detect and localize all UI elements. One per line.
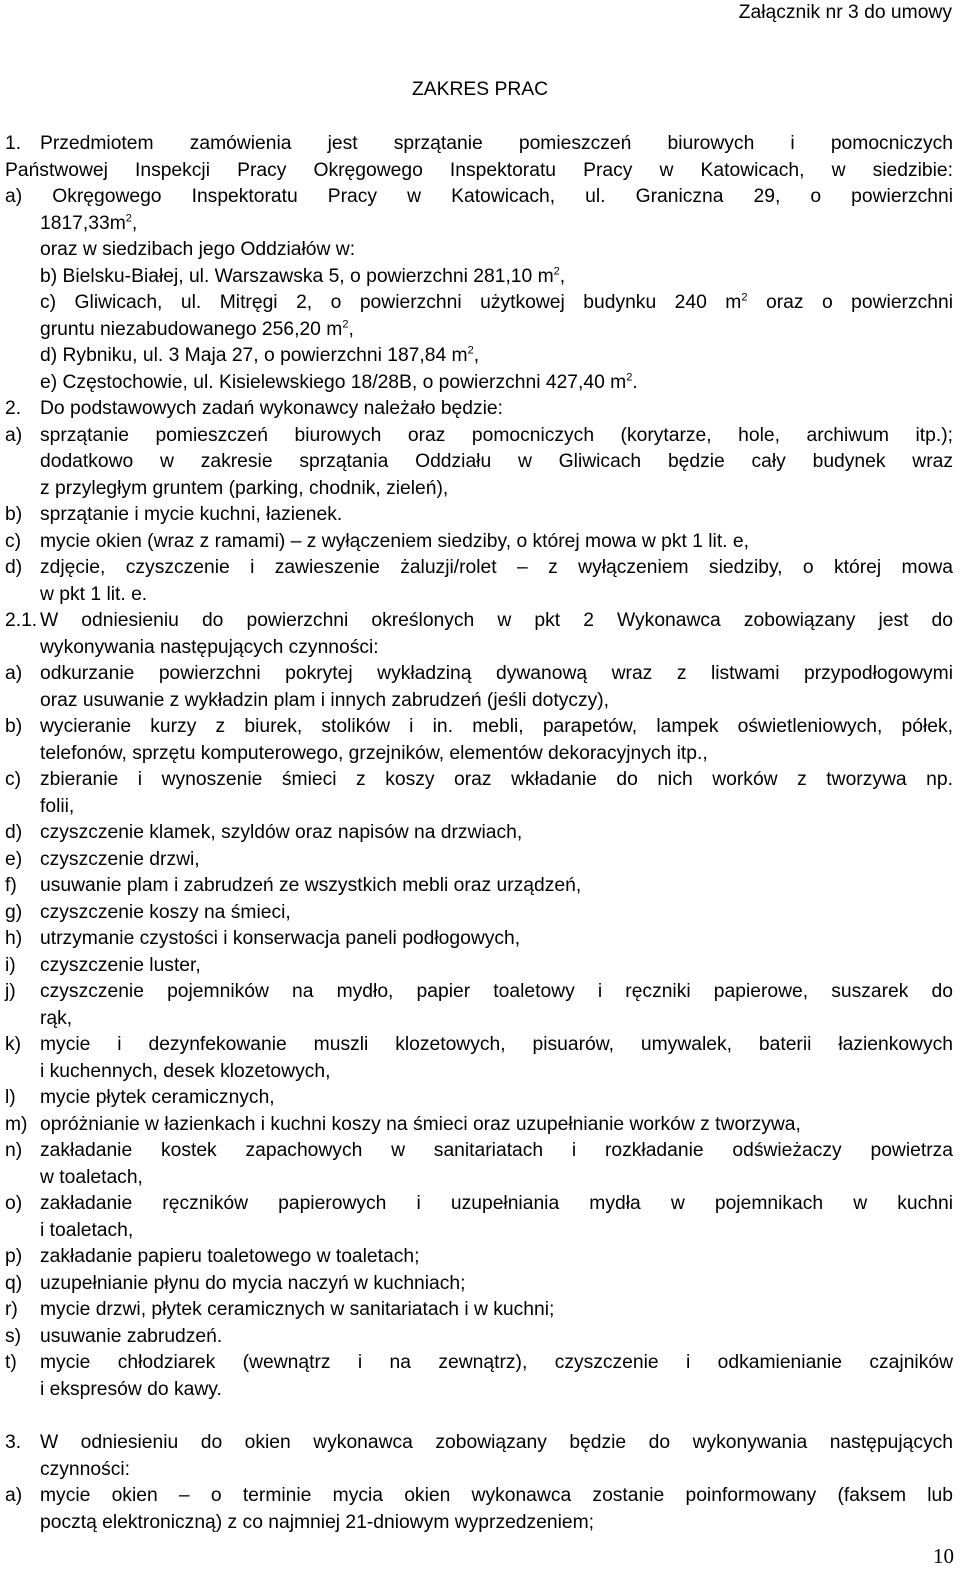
paragraph-line: a) Okręgowego Inspektoratu Pracy w Katowicach, ul. Graniczna 29, o powierzchni [5,186,953,207]
list-item-line [5,926,953,953]
list-item-line [5,1510,953,1537]
paragraph-line [40,343,953,370]
list-item-label: d) [5,822,23,843]
list-item-line [5,1059,953,1086]
list-item-line [5,502,953,529]
superscript: 2 [125,212,132,225]
paragraph-line: W odniesieniu do okien wykonawca zobowiązany będzie do wykonywania następujących [40,1432,953,1453]
list-item-text: opróżnianie w łazienkach i kuchni koszy na śmieci oraz uzupełnianie worków z tworzywa, [40,1113,801,1135]
list-item-text: i ekspresów do kawy. [40,1378,222,1400]
list-item-text: mycie płytek ceramicznych, [40,1087,275,1108]
list-item-text: zakładanie papieru toaletowego w toaletach; [40,1246,420,1267]
list-item-text: zdjęcie, czyszczenie i zawieszenie żaluzji/rolet – z wyłączeniem siedziby, o której mowa [40,557,953,578]
list-item-text: w pkt 1 lit. e. [40,583,148,605]
list-item-label: t) [5,1352,17,1373]
list-item-line [5,661,953,688]
list-item-line [5,1377,953,1404]
location-line-end: oraz o powierzchni [747,292,953,313]
list-item-text: czyszczenie pojemników na mydło, papier toaletowy i ręczniki papierowe, suszarek do [40,981,953,1002]
list-item-line [5,794,953,821]
list-item-line [5,1244,953,1271]
section-2 [5,396,953,608]
superscript: 2 [467,344,474,357]
punct: , [348,318,354,340]
list-item-label: s) [5,1325,22,1347]
list-item-text: i kuchennych, desek klozetowych, [40,1060,331,1082]
list-item-line [5,1165,953,1192]
list-item-line [5,1112,953,1139]
list-item-text: i toaletach, [40,1219,134,1241]
list-item-text: w toaletach, [40,1166,143,1188]
list-item-line [5,1085,953,1112]
list-item-text: czyszczenie luster, [40,954,201,976]
list-item-line [5,555,953,582]
superscript: 2 [342,318,349,331]
punct: , [131,212,138,234]
section-1 [5,131,953,396]
list-item-text: czyszczenie koszy na śmieci, [40,901,291,923]
list-item-label: m) [5,1113,28,1135]
task-list [5,661,953,1403]
list-item-label: a) [5,1485,23,1506]
punct: . [632,371,638,393]
list-item-text: mycie chłodziarek (wewnątrz i na zewnątrz), czyszczenie i odkamienianie czajników [40,1352,953,1373]
list-item-text: mycie i dezynfekowanie muszli klozetowych, pisuarów, umywalek, baterii łazienkowych [40,1034,953,1055]
list-item-label: q) [5,1272,23,1294]
paragraph-line [40,317,953,344]
list-item-label: f) [5,875,17,896]
list-item-line [5,1271,953,1298]
paragraph-line: wykonywania następujących czynności: [40,636,379,658]
list-item-text: folii, [40,795,75,817]
location-line: e) Częstochowie, ul. Kisielewskiego 18/28B, o powierzchni 427,40 m [40,371,627,393]
list-item-text: mycie okien – o terminie mycia okien wykonawca zostanie poinformowany (faksem lub [40,1485,953,1506]
section-intro: Do podstawowych zadań wykonawcy należało będzie: [40,398,504,419]
list-item-line [5,1350,953,1377]
location-line: d) Rybniku, ul. 3 Maja 27, o powierzchni 187,84 m [40,345,468,366]
punct: , [559,265,566,287]
section-2-1 [5,608,953,1403]
list-item-text: zbieranie i wynoszenie śmieci z koszy oraz wkładanie do nich worków z tworzywa np. [40,769,953,790]
paragraph-line: W odniesieniu do powierzchni określonych w pkt 2 Wykonawca zobowiązany jest do [40,610,953,631]
location-line: b) Bielsku-Białej, ul. Warszawska 5, o powierzchni 281,10 m [40,265,554,287]
paragraph-line [40,370,953,397]
superscript: 2 [741,291,748,304]
task-list [5,1483,953,1536]
list-item-label: d) [5,557,23,578]
area-value: 1817,33m [40,212,126,234]
list-item-label: e) [5,848,23,870]
list-item-text: zakładanie kostek zapachowych w sanitariatach i rozkładanie odświeżaczy powietrza [40,1140,953,1161]
list-item-text: dodatkowo w zakresie sprzątania Oddziału w Gliwicach będzie cały budynek wraz [40,451,953,472]
list-item-line [5,873,953,900]
section-number: 2.1. [5,610,38,631]
list-item-line [5,1006,953,1033]
list-item-text: wycieranie kurzy z biurek, stolików i in. mebli, parapetów, lampek oświetleniowych, półek, [40,716,953,737]
list-item-label: b) [5,504,23,525]
list-item-text: odkurzanie powierzchni pokrytej wykładziną dywanową wraz z listwami przypodłogowymi [40,663,953,684]
list-item-line [5,688,953,715]
list-item-label: c) [5,769,22,790]
list-item-label: i) [5,954,16,976]
list-item-line [5,714,953,741]
list-item-line [5,1483,953,1510]
list-item-label: n) [5,1140,23,1161]
section-number: 3. [5,1432,22,1453]
list-item-line [5,476,953,503]
list-item-line [5,953,953,980]
list-item-line [5,741,953,768]
list-item-label: a) [5,663,23,684]
list-item-text: sprzątanie pomieszczeń biurowych oraz pomocniczych (korytarze, hole, archiwum itp.); [40,424,953,446]
list-item-text: sprzątanie i mycie kuchni, łazienek. [40,504,343,525]
list-item-label: b) [5,716,23,737]
list-item-line [5,1191,953,1218]
list-item-text: uzupełnianie płynu do mycia naczyń w kuchniach; [40,1272,466,1294]
superscript: 2 [626,371,633,384]
list-item-line [5,582,953,609]
list-item-text: mycie drzwi, płytek ceramicznych w sanitariatach i w kuchni; [40,1299,555,1320]
list-item-label: p) [5,1246,23,1267]
list-item-label: j) [5,981,16,1002]
list-item-label: h) [5,928,23,949]
list-item-label: k) [5,1034,22,1055]
paragraph-line [40,290,953,317]
section-number: 1. [5,133,22,154]
location-line: c) Gliwicach, ul. Mitręgi 2, o powierzchni użytkowej budynku 240 m [40,292,742,313]
list-item-line [5,423,953,450]
list-item-text: rąk, [40,1007,73,1029]
list-item-text: usuwanie zabrudzeń. [40,1325,223,1347]
list-item-label: a) [5,424,23,446]
list-item-label: r) [5,1299,18,1320]
list-item-label: c) [5,530,22,552]
list-item-text: zakładanie ręczników papierowych i uzupełniania mydła w pojemnikach w kuchni [40,1193,953,1214]
list-item-text: mycie okien (wraz z ramami) – z wyłączeniem siedziby, o której mowa w pkt 1 lit. e, [40,530,749,552]
attachment-header: Załącznik nr 3 do umowy [738,2,952,23]
paragraph-line: oraz w siedzibach jego Oddziałów w: [40,239,356,260]
paragraph-line: Przedmiotem zamówienia jest sprzątanie pomieszczeń biurowych i pomocniczych [40,133,953,154]
list-item-line [5,979,953,1006]
paragraph-line: czynności: [40,1458,131,1480]
section-number: 2. [5,398,22,419]
location-line: gruntu niezabudowanego 256,20 m [40,318,343,340]
list-item-text: pocztą elektroniczną) z co najmniej 21-dniowym wyprzedzeniem; [40,1511,595,1533]
list-item-line [5,767,953,794]
list-item-line [5,820,953,847]
list-item-line [5,449,953,476]
list-item-label: g) [5,901,23,923]
list-item-label: l) [5,1087,16,1108]
list-item-text: utrzymanie czystości i konserwacja paneli podłogowych, [40,928,521,949]
section-3 [5,1430,953,1536]
list-item-line [5,847,953,874]
document-title: ZAKRES PRAC [411,79,549,100]
list-item-text: czyszczenie drzwi, [40,848,200,870]
list-item-line [5,900,953,927]
punct: , [473,345,480,366]
paragraph-line [40,211,953,238]
list-item-line [5,1032,953,1059]
page-number: 10 [933,1544,954,1568]
list-item-text: czyszczenie klamek, szyldów oraz napisów na drzwiach, [40,822,523,843]
list-item-line [5,1297,953,1324]
task-list [5,423,953,609]
list-item-line [5,1218,953,1245]
list-item-text: telefonów, sprzętu komputerowego, grzejników, elementów dekoracyjnych itp., [40,742,708,764]
list-item-label: o) [5,1193,23,1214]
list-item-line [5,1138,953,1165]
list-item-line [5,1324,953,1351]
list-item-text: usuwanie plam i zabrudzeń ze wszystkich mebli oraz urządzeń, [40,875,582,896]
list-item-text: z przyległym gruntem (parking, chodnik, zieleń), [40,477,449,499]
list-item-text: oraz usuwanie z wykładzin plam i innych zabrudzeń (jeśli dotyczy), [40,689,610,711]
paragraph-line [40,264,953,291]
list-item-line [5,529,953,556]
superscript: 2 [553,265,560,278]
paragraph-line: Państwowej Inspekcji Pracy Okręgowego Inspektoratu Pracy w Katowicach, w siedzibie: [5,159,953,181]
